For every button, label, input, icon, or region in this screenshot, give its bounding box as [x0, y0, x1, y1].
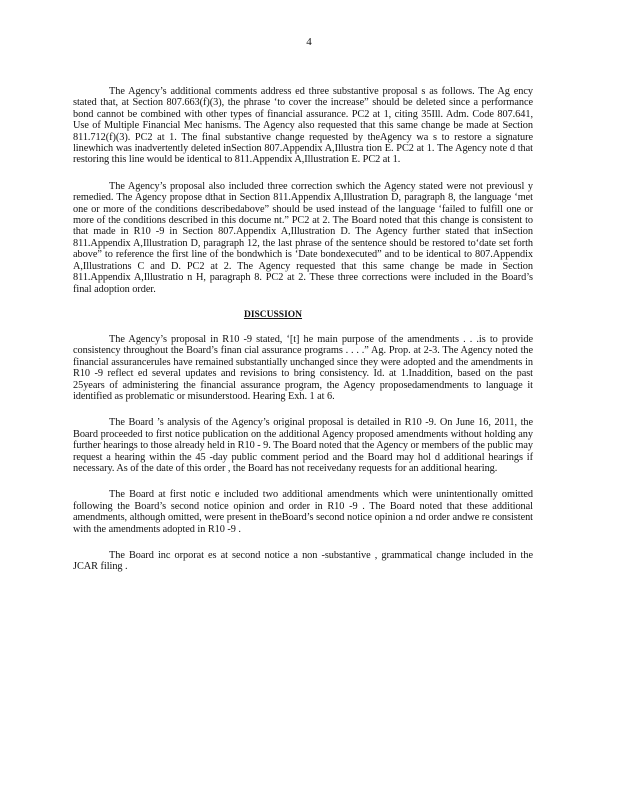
section-heading	[58, 310, 518, 320]
document-body	[73, 86, 533, 588]
page-number: 4	[306, 36, 312, 48]
paragraph-jcar-change: The Board inc orporat es at second notice a non -substantive , grammatical change included in the JCAR filing .	[73, 550, 533, 573]
paragraph-corrections: The Agency’s proposal also included three correction swhich the Agency stated were not previousl y remedied. The Agency propose dthat in Section 811.Appendix A,Illustration D, paragraph 8, the language ‘met one or more of the conditions describedabove” should be used instead of the language ‘failed to fulfill one or more of the conditions described in this docume nt.” PC2 at 2. The Board noted that this change is consistent to that made in R10 -9 in Section 807.Appendix A,Illustration D. The Agency further stated that inSection 811.Appendix A,Illustration D, paragraph 12, the last phrase of the sentence should be restored to‘date set forth above” to reference the first line of the bondwhich is ‘Date bondexecuted” and to be identical to 807.Appendix A,Illustrations C and D. PC2 at 2. The Agency requested that this same change be made in Section 811.Appendix A,Illustratio n H, paragraph 8. PC2 at 2. These three corrections were included in the Board’s final adoption order.	[73, 180, 533, 295]
section-heading-text: DISCUSSION	[243, 309, 303, 320]
paragraph-substantive-proposals: The Agency’s additional comments address ed three substantive proposal s as follows. The Ag ency stated that, at Section 807.663(f)(3), the phrase ‘to cover the increase” should be deleted since a performance bond cannot be combined with other types of financial assurance. PC2 at 1, citing 35Ill. Adm. Code 807.641, Use of Multiple Financial Mec hanisms. The Agency also requested that this same change be made at Section 811.712(f)(3). PC2 at 1. The final substantive change requested by theAgency wa s to restore a signature linewhich was inadvertently deleted inSection 807.Appendix A,Illustra tion E. PC2 at 1. The Agency note d that restoring this line would be identical to 811.Appendix A,Illustration E. PC2 at 1.	[73, 86, 533, 166]
paragraph-agency-proposal: The Agency’s proposal in R10 -9 stated, ‘[t] he main purpose of the amendments . . .is to provide consistency throughout the Board’s finan cial assurance programs . . . .” Ag. Prop. at 2-3. The Agency noted the financial assurancerules have remained substantially unchanged since they were adopted and the amendments in R10 -9 reflect ed several updates and revisions to bring consistency. Id. at 1.Inaddition, based on the past 25years of administering the financial assurance program, the Agency proposedamendments to language it identified as problematic or misunderstood. Hearing Exh. 1 at 6.	[73, 333, 533, 402]
paragraph-additional-amendments: The Board at first notic e included two additional amendments which were unintentionally omitted following the Board’s second notice opinion and order in R10 -9 . The Board noted that these additional amendments, although omitted, were present in theBoard’s second notice opinion a nd order andwe re consistent with the amendments adopted in R10 -9 .	[73, 489, 533, 535]
paragraph-board-analysis: The Board ’s analysis of the Agency’s original proposal is detailed in R10 -9. On June 16, 2011, the Board proceeded to first notice publication on the additional Agency proposed amendments without holding any further hearings to those already held in R10 - 9. The Board noted that the Agency or members of the public may request a hearing within the 45 -day public comment period and the Board may hol d additional hearings if necessary. As of the date of this order , the Board has not receivedany requests for an additional hearing.	[73, 417, 533, 474]
